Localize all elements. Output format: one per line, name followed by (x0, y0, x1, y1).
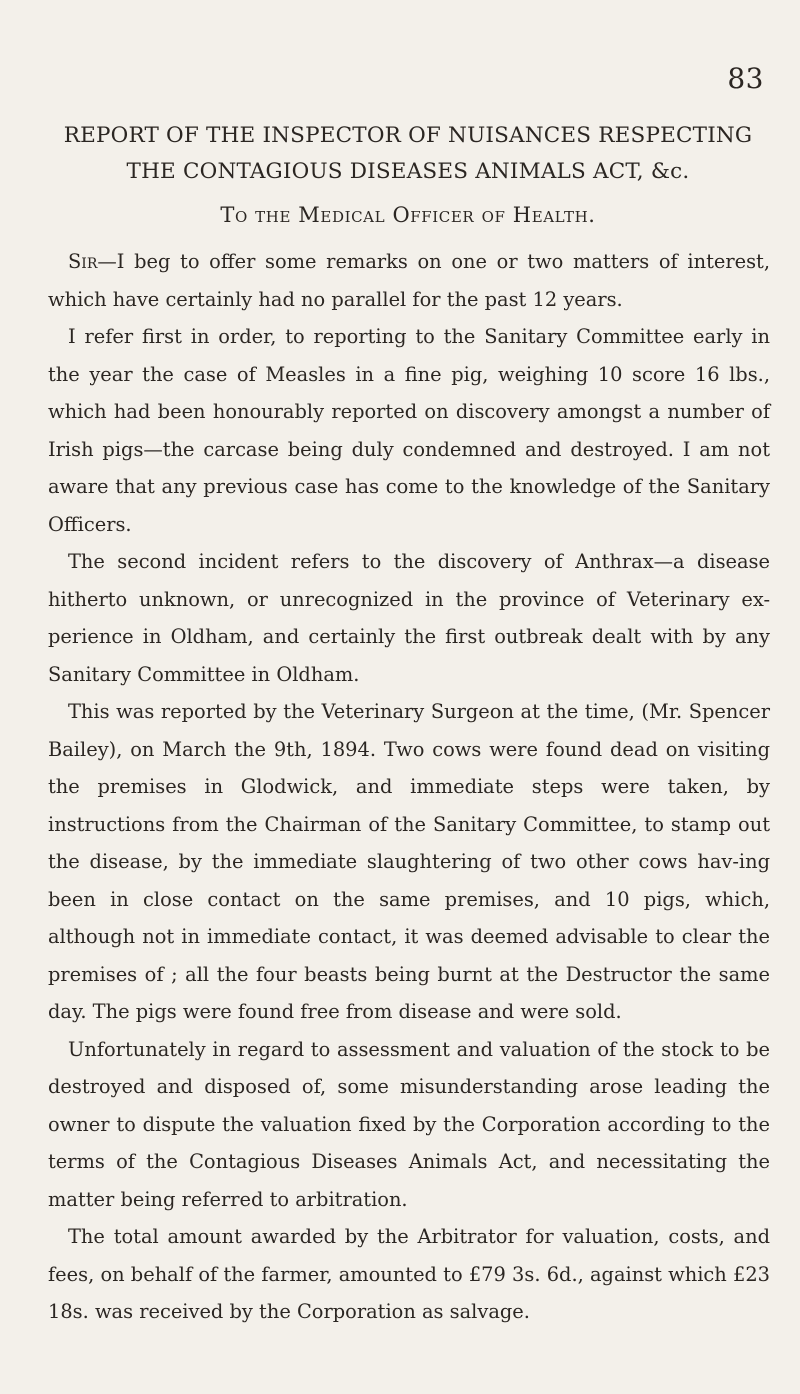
addressee-heading: To the Medical Officer of Health. (220, 203, 596, 227)
paragraph-1-text: —I beg to offer some remarks on one or two matters of interest, which have certainly had no parallel for the past 12 years. (48, 250, 770, 311)
report-title (48, 118, 768, 190)
paragraph-1 (48, 243, 770, 318)
page-number: 83 (727, 62, 764, 95)
salutation: Sir (68, 250, 98, 273)
paragraph-6: The total amount awarded by the Arbitrator for valuation, costs, and fees, on behalf of the farmer, amounted to £79 3s. 6d., against which £23 18s. was received by the Corporation as salvage. (48, 1225, 770, 1323)
paragraph-5: Unfortunately in regard to assessment and valuation of the stock to be destroyed and disposed of, some misunderstanding arose leading the owner to dispute the valuation fixed by the Corporation according to the terms of the Contagious Diseases Animals Act, and necessitating the matter being referred to arbitration. (48, 1037, 770, 1211)
paragraph-3: The second incident refers to the discovery of Anthrax—a disease hitherto unknown, or unrecognized in the province of Veterinary ex-perience in Oldham, and certainly the first outbreak dealt with by any Sanitary Committee in Oldham. (48, 550, 770, 686)
report-body (48, 243, 770, 1331)
paragraph-2: I refer first in order, to reporting to the Sanitary Committee early in the year the case of Measles in a fine pig, weighing 10 score 16 lbs., which had been honourably reported on discovery amongst a number of Irish pigs—the carcase being duly condemned and destroyed. I am not aware that any previous case has come to the knowledge of the Sanitary Officers. (48, 325, 770, 536)
report-title-line-2: THE CONTAGIOUS DISEASES ANIMALS ACT, &c. (126, 159, 690, 184)
report-title-line-1: REPORT OF THE INSPECTOR OF NUISANCES RESPECTING (63, 123, 753, 148)
paragraph-4: This was reported by the Veterinary Surgeon at the time, (Mr. Spencer Bailey), on March the 9th, 1894. Two cows were found dead on visiting the premises in Glodwick, and immediate steps were taken, by instructions from the Chairman of the Sanitary Committee, to stamp out the disease, by the immediate slaughtering of two other cows hav-ing been in close contact on the same premises, and 10 pigs, which, although not in immediate contact, it was deemed advisable to clear the premises of ; all the four beasts being burnt at the Destructor the same day. The pigs were found free from disease and were sold. (48, 700, 770, 1023)
